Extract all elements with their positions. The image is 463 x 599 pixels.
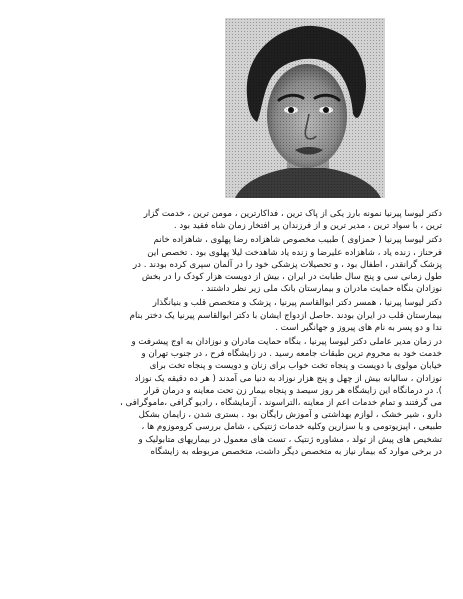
text-line: دکتر لیوسا پیرنیا نمونه بارز یکی از پاک ترین ، فداکارترین ، مومن ترین ، خدمت گزار xyxy=(143,209,442,219)
text-line: نوزادان بنگاه حمایت مادران و بیمارستان بانک ملی زیر نظر داشتند . xyxy=(200,284,442,295)
paragraph-2 xyxy=(22,234,442,295)
text-line: بیمارستان قلب در ایران بودند .حاصل ازدواج ایشان با دکتر ابوالقاسم پیرنیا یک دختر بنام xyxy=(129,310,442,321)
text-line: دکتر لیوسا پیرنیا ، همسر دکتر ابوالقاسم پیرنیا ، پزشک و متخصص قلب و بنیانگذار xyxy=(152,298,442,309)
text-line: نوزادان ، سالیانه بیش از چهل و پنج هزار نوزاد به دنیا می آمدند ( هر ده دقیقه یک نوزاد xyxy=(134,373,442,384)
text-line: خیابان مولوی با دویست و پنجاه تخت خواب برای زنان و دویست و پنجاه تخت برای xyxy=(149,361,442,372)
biography-text xyxy=(22,208,442,460)
text-line: در برخی موارد که بیمار نیاز به متخصص دیگر داشت، متخصص مربوطه به زایشگاه xyxy=(150,446,442,457)
text-line: تشخیص های پیش از تولد ، مشاوره ژنتیک ، تست های معمول در بیماریهای متابولیک و xyxy=(138,434,442,445)
paragraph-3 xyxy=(22,297,442,334)
text-line: طول زمانی سی و پنج سال طبابت در ایران ، بیش از دویست هزار کودک را در بخش xyxy=(141,272,442,283)
paragraph-1 xyxy=(22,208,442,232)
text-line: می گرفتند و تمام خدمات اعم از معاینه ،التراسوند ، آزمایشگاه ، رادیو گرافی ،ماموگرافی ، xyxy=(120,398,442,409)
portrait-photo xyxy=(225,18,385,198)
text-line: در زمان مدیر عاملی دکتر لیوسا پیرنیا ، بنگاه حمایت مادران و نوزادان به اوج پیشرفت و xyxy=(131,337,442,348)
text-line: دکتر لیوسا پیرنیا ( حمزاوی ) طبیب مخصوص شاهزاده رضا پهلوی ، شاهزاده خانم xyxy=(153,235,442,246)
text-line: طبیعی ، اپیزیوتومی و یا سزارین وکلیه خدمات ژنتیکی ، شامل بررسی کروموزوم ها ، xyxy=(141,422,442,433)
text-line: پزشک گرانقدر ، اطفال بود ، و تحصیلات پزشکی خود را در آلمان سپری کرده بودند . در xyxy=(132,259,442,270)
text-line: ترین ، با سواد ترین ، مدیر ترین و از فرزندان پر افتخار زمان شاه فقید بود . xyxy=(173,221,442,232)
text-line: خدمت خود به محروم ترین طبقات جامعه رسید . در زایشگاه فرح ، در جنوب تهران و xyxy=(141,349,442,360)
text-line: ). در درمانگاه این زایشگاه هر روز سیصد و پنجاه بیمار زن تحت معاینه و درمان قرار xyxy=(144,385,442,396)
text-line: ندا و دو پسر به نام های پیروز و جهانگیر است . xyxy=(275,322,442,333)
paragraph-4 xyxy=(22,336,442,458)
text-line: دارو ، شیر خشک ، لوازم بهداشتی و آموزش رایگان بود . بستری شدن ، زایمان بشکل xyxy=(138,410,442,421)
text-line: فرحناز ، زنده یاد ، شاهزاده علیرضا و زنده یاد شاهدخت لیلا پهلوی بود . تخصص این xyxy=(147,247,442,258)
